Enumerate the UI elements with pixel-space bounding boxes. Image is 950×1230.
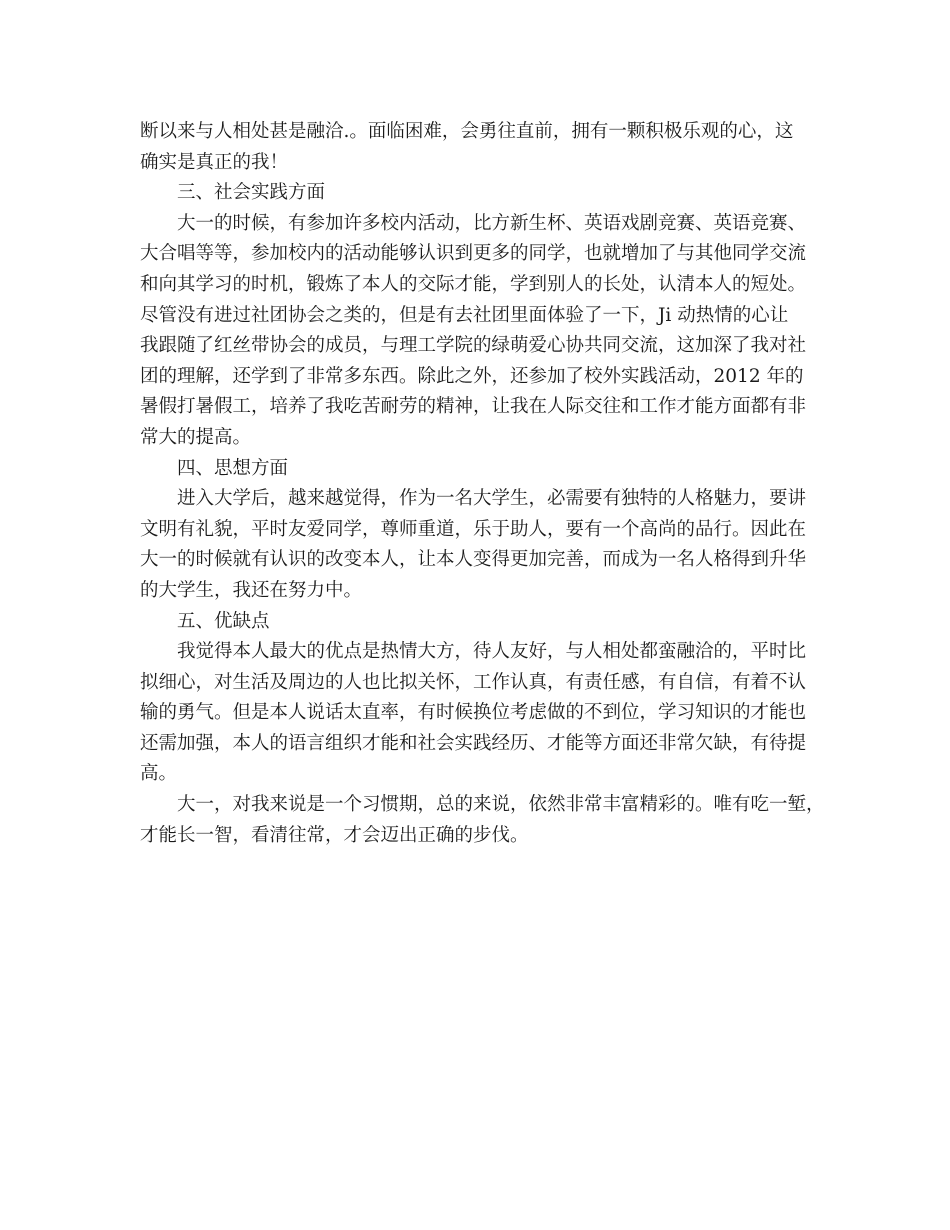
text-line: 输的勇气。但是本人说话太直率，有时候换位考虑做的不到位，学习知识的才能也 (140, 702, 807, 724)
text-line: 断以来与人相处甚是融洽.。面临困难，会勇往直前，拥有一颗积极乐观的心，这 (140, 121, 794, 142)
text-line: 的大学生，我还在努力中。 (140, 579, 363, 601)
text-line: 大一的时候就有认识的改变本人，让本人变得更加完善，而成为一名人格得到升华 (140, 549, 807, 571)
text-line: 四、思想方面 (177, 457, 289, 479)
text-line: 团的理解，还学到了非常多东西。除此之外，还参加了校外实践活动，2012 年的 (140, 365, 804, 387)
text-line: 三、社会实践方面 (177, 182, 326, 204)
text-line: 大一，对我来说是一个习惯期，总的来说，依然非常丰富精彩的。唯有吃一堑， (177, 794, 825, 816)
text-line: 高。 (140, 763, 178, 785)
text-line: 五、优缺点 (177, 610, 270, 632)
text-line: 暑假打暑假工，培养了我吃苦耐劳的精神，让我在人际交往和工作才能方面都有非 (140, 396, 807, 418)
text-line: 文明有礼貌，平时友爱同学，尊师重道，乐于助人，要有一个高尚的品行。因此在 (140, 518, 807, 540)
text-line: 大合唱等等，参加校内的活动能够认识到更多的同学，也就增加了与其他同学交流 (140, 243, 807, 265)
text-line: 进入大学后，越来越觉得，作为一名大学生，必需要有独特的人格魅力，要讲 (177, 488, 807, 510)
text-line: 常大的提高。 (140, 426, 252, 448)
text-line: 拟细心，对生活及周边的人也比拟关怀，工作认真，有责任感，有自信，有着不认 (140, 671, 807, 693)
text-line: 和向其学习的时机，锻炼了本人的交际才能，学到别人的长处，认清本人的短处。 (140, 273, 807, 295)
text-line: 确实是真正的我！ (140, 151, 289, 173)
text-line: 我觉得本人最大的优点是热情大方，待人友好，与人相处都蛮融洽的，平时比 (177, 641, 807, 663)
document-body (140, 117, 840, 851)
text-line: 才能长一智，看清往常，才会迈出正确的步伐。 (140, 824, 529, 846)
text-line: 我跟随了红丝带协会的成员，与理工学院的绿萌爱心协共同交流，这加深了我对社 (140, 335, 807, 357)
text-line: 尽管没有进过社团协会之类的，但是有去社团里面体验了一下，Ji 动热情的心让 (140, 304, 789, 326)
text-line: 还需加强，本人的语言组织才能和社会实践经历、才能等方面还非常欠缺，有待提 (140, 732, 807, 754)
text-line: 大一的时候，有参加许多校内活动，比方新生杯、英语戏剧竞赛、英语竞赛、 (177, 212, 807, 234)
